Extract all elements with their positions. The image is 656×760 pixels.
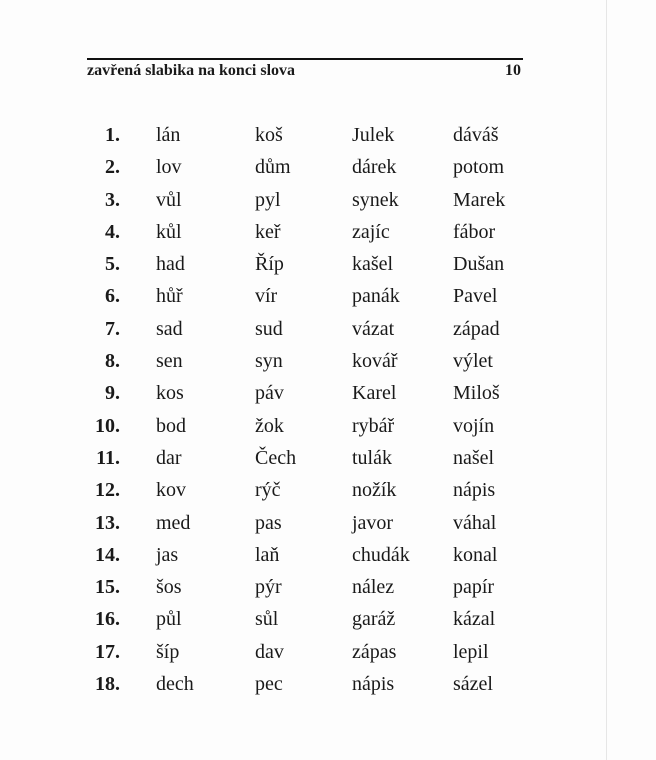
word-col-1: půl	[156, 608, 182, 631]
word-col-4: Marek	[453, 188, 506, 211]
word-col-4: Pavel	[453, 285, 498, 308]
row-number: 1.	[105, 124, 120, 146]
word-col-1: kov	[156, 479, 186, 502]
word-col-4: Miloš	[453, 382, 500, 405]
word-col-3: dárek	[352, 156, 397, 179]
word-row	[0, 280, 656, 312]
word-row	[0, 216, 656, 248]
word-col-1: bod	[156, 414, 186, 437]
word-row	[0, 345, 656, 377]
row-number: 6.	[105, 285, 120, 308]
word-col-2: keř	[255, 220, 281, 243]
word-col-1: kůl	[156, 220, 182, 243]
word-col-2: syn	[255, 350, 283, 373]
word-col-2: laň	[255, 543, 280, 566]
word-col-1: hůř	[156, 285, 183, 308]
word-row	[0, 474, 656, 506]
word-col-4: západ	[453, 317, 500, 340]
word-col-4: výlet	[453, 350, 493, 373]
word-col-2: Čech	[255, 446, 297, 469]
word-col-2: vír	[255, 285, 278, 308]
word-col-2: pýr	[255, 576, 282, 599]
word-row	[0, 248, 656, 280]
word-col-3: chudák	[352, 543, 410, 566]
word-col-3: rybář	[352, 414, 395, 437]
row-number: 13.	[95, 511, 120, 534]
page-number: 10	[505, 62, 521, 79]
word-row	[0, 539, 656, 571]
word-col-4: papír	[453, 576, 495, 599]
word-col-4: vojín	[453, 414, 495, 437]
word-col-2: rýč	[255, 479, 281, 502]
word-col-3: zápas	[352, 640, 397, 663]
row-number: 12.	[95, 479, 120, 502]
word-col-4: našel	[453, 446, 495, 469]
word-col-3: zajíc	[352, 220, 390, 243]
word-row	[0, 119, 656, 151]
word-col-4: lepil	[453, 640, 489, 663]
word-col-2: pyl	[255, 188, 281, 211]
row-number: 7.	[105, 317, 120, 340]
word-col-2: sud	[255, 317, 283, 340]
word-col-3: nápis	[352, 673, 395, 696]
row-number: 8.	[105, 350, 120, 373]
header-title: zavřená slabika na konci slova	[87, 62, 296, 79]
word-col-3: Julek	[352, 124, 395, 146]
word-col-3: kašel	[352, 253, 394, 276]
word-col-3: nožík	[352, 479, 397, 502]
word-col-4: dáváš	[453, 124, 499, 146]
word-col-1: jas	[156, 543, 179, 566]
word-row	[0, 571, 656, 603]
word-col-4: konal	[453, 543, 498, 566]
word-col-1: lov	[156, 156, 182, 179]
word-col-1: šos	[156, 576, 182, 599]
word-col-3: kovář	[352, 350, 398, 373]
word-col-4: kázal	[453, 608, 496, 631]
word-col-2: pec	[255, 673, 283, 696]
word-col-3: synek	[352, 188, 399, 211]
word-col-2: žok	[255, 414, 284, 437]
word-col-4: fábor	[453, 220, 496, 243]
row-number: 4.	[105, 220, 120, 243]
word-col-1: lán	[156, 124, 181, 146]
word-col-3: javor	[352, 511, 394, 534]
word-col-4: sázel	[453, 673, 493, 696]
row-number: 15.	[95, 576, 120, 599]
word-col-1: šíp	[156, 640, 180, 663]
row-number: 17.	[95, 640, 120, 663]
word-col-3: Karel	[352, 382, 397, 405]
word-row	[0, 507, 656, 539]
word-row	[0, 636, 656, 668]
word-col-4: nápis	[453, 479, 496, 502]
row-number: 10.	[95, 414, 120, 437]
word-col-4: váhal	[453, 511, 497, 534]
word-row	[0, 151, 656, 183]
word-col-3: panák	[352, 285, 400, 308]
row-number: 18.	[95, 673, 120, 696]
word-col-3: garáž	[352, 608, 396, 631]
word-col-4: potom	[453, 156, 505, 179]
row-number: 9.	[105, 382, 120, 405]
word-col-2: pas	[255, 511, 282, 534]
word-row	[0, 442, 656, 474]
word-row	[0, 377, 656, 409]
word-col-2: dům	[255, 156, 291, 179]
word-col-3: tulák	[352, 446, 392, 469]
row-number: 2.	[105, 156, 120, 179]
word-col-1: vůl	[156, 188, 182, 211]
word-col-4: Dušan	[453, 253, 505, 276]
word-col-2: Říp	[255, 253, 284, 276]
word-col-3: vázat	[352, 317, 395, 340]
word-row	[0, 668, 656, 700]
word-row	[0, 313, 656, 345]
word-row	[0, 184, 656, 216]
word-col-2: koš	[255, 124, 283, 146]
row-number: 14.	[95, 543, 120, 566]
word-col-1: had	[156, 253, 185, 276]
row-number: 3.	[105, 188, 120, 211]
word-col-1: med	[156, 511, 191, 534]
word-col-1: dech	[156, 673, 194, 696]
word-row	[0, 410, 656, 442]
row-number: 5.	[105, 253, 120, 276]
word-col-2: páv	[255, 382, 284, 405]
word-list	[0, 119, 656, 700]
word-col-1: kos	[156, 382, 184, 405]
word-col-1: sad	[156, 317, 183, 340]
word-row	[0, 603, 656, 635]
page-header	[87, 60, 523, 82]
word-col-1: sen	[156, 350, 183, 373]
word-col-3: nález	[352, 576, 395, 599]
word-col-2: dav	[255, 640, 284, 663]
row-number: 11.	[96, 446, 120, 469]
row-number: 16.	[95, 608, 120, 631]
word-col-1: dar	[156, 446, 182, 469]
word-col-2: sůl	[255, 608, 279, 631]
